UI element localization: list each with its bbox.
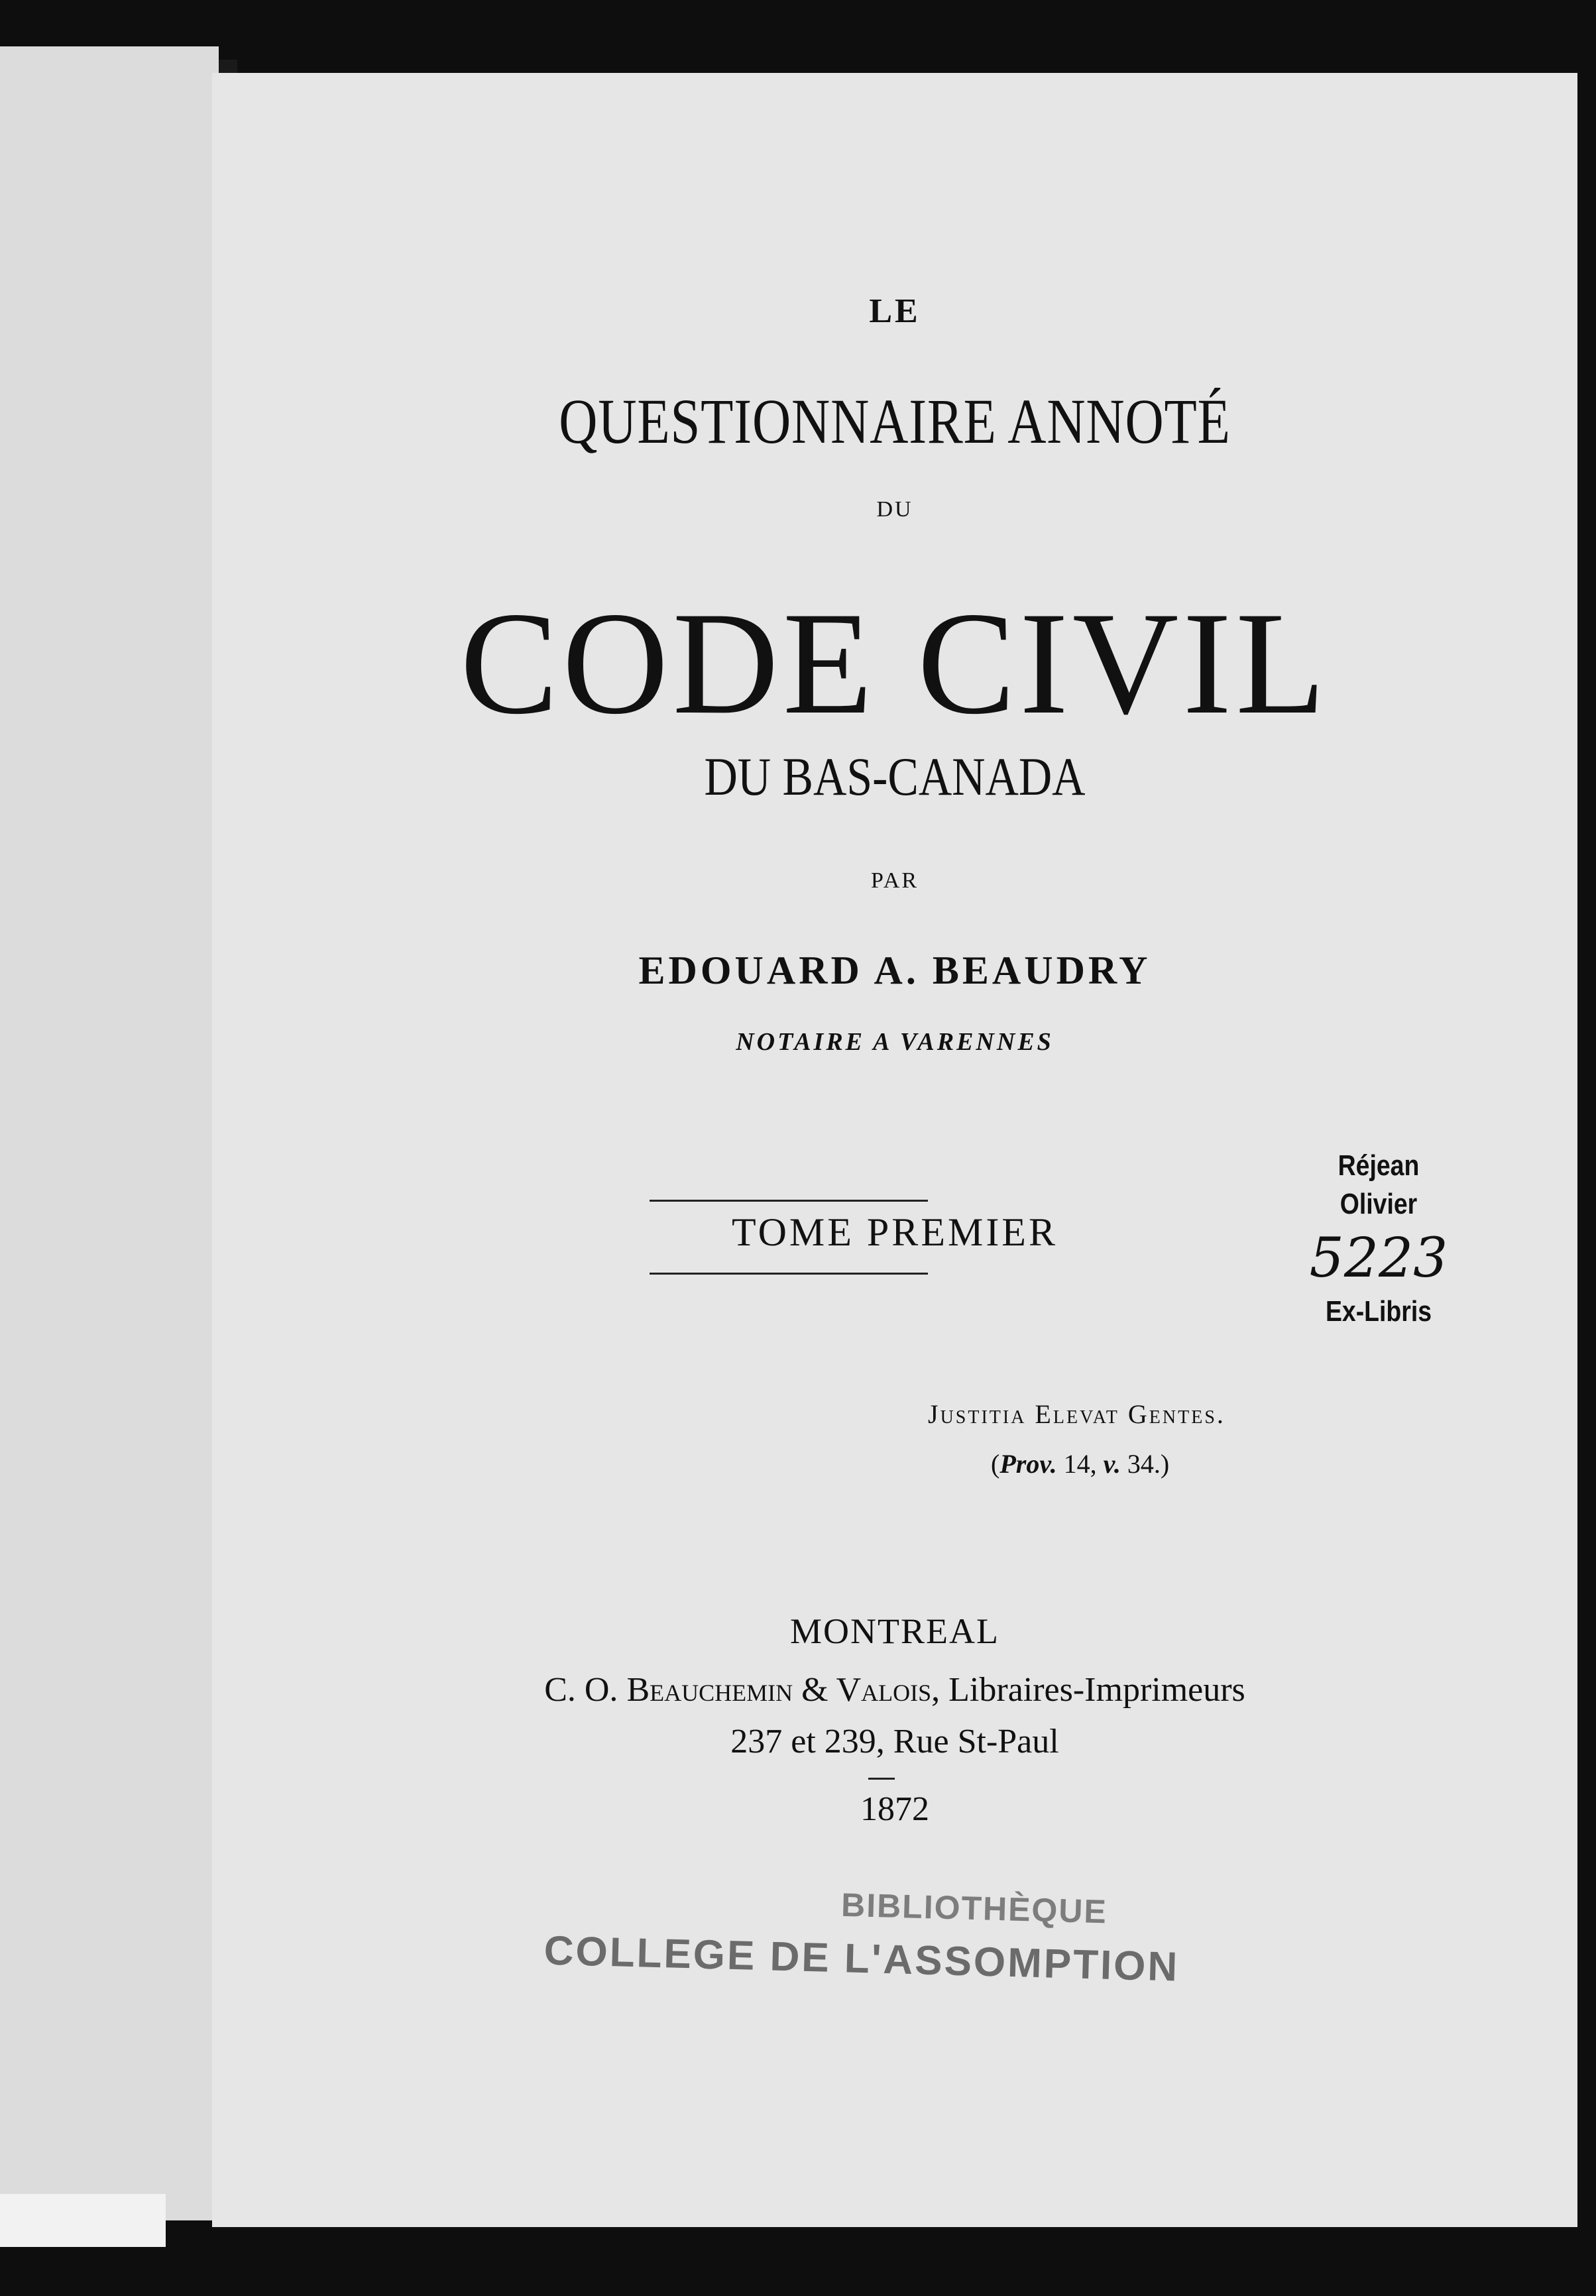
title-du: DU	[876, 497, 913, 522]
ex-libris-stamp	[1299, 1147, 1458, 1328]
imprint-rule	[868, 1778, 895, 1780]
volume-label: TOME PREMIER	[732, 1210, 1058, 1254]
epigraph-reference: (Prov. 14, v. 34.)	[991, 1449, 1170, 1479]
title-article: LE	[869, 292, 921, 330]
imprint-city: MONTREAL	[790, 1611, 999, 1651]
title-region: DU BAS-CANADA	[704, 746, 1086, 807]
facing-page	[0, 46, 219, 2220]
title-code-civil: CODE CIVIL	[460, 582, 1330, 745]
title-questionnaire: QUESTIONNAIRE ANNOTÉ	[559, 386, 1231, 457]
divider-bottom	[650, 1273, 928, 1275]
imprint-publisher: C. O. Beauchemin & Valois, Libraires-Imprimeurs	[544, 1671, 1245, 1709]
author-name: EDOUARD A. BEAUDRY	[638, 948, 1151, 992]
imprint-address: 237 et 239, Rue St-Paul	[730, 1723, 1059, 1760]
author-title: NOTAIRE A VARENNES	[736, 1028, 1054, 1056]
ex-libris-first-name: Réjean	[1338, 1149, 1420, 1182]
epigraph-text: Justitia Elevat Gentes.	[928, 1399, 1226, 1429]
imprint-year: 1872	[860, 1790, 929, 1828]
library-stamp-line1: BIBLIOTHÈQUE	[840, 1886, 1108, 1931]
title-par: PAR	[870, 868, 919, 893]
divider-top	[650, 1200, 928, 1202]
ex-libris-last-name: Olivier	[1340, 1188, 1418, 1220]
ex-libris-label: Ex-Libris	[1325, 1295, 1432, 1328]
library-stamp-line2: COLLEGE DE L'ASSOMPTION	[543, 1927, 1180, 1990]
paper-strip	[0, 2194, 166, 2247]
ex-libris-number: 5223	[1309, 1227, 1448, 1290]
